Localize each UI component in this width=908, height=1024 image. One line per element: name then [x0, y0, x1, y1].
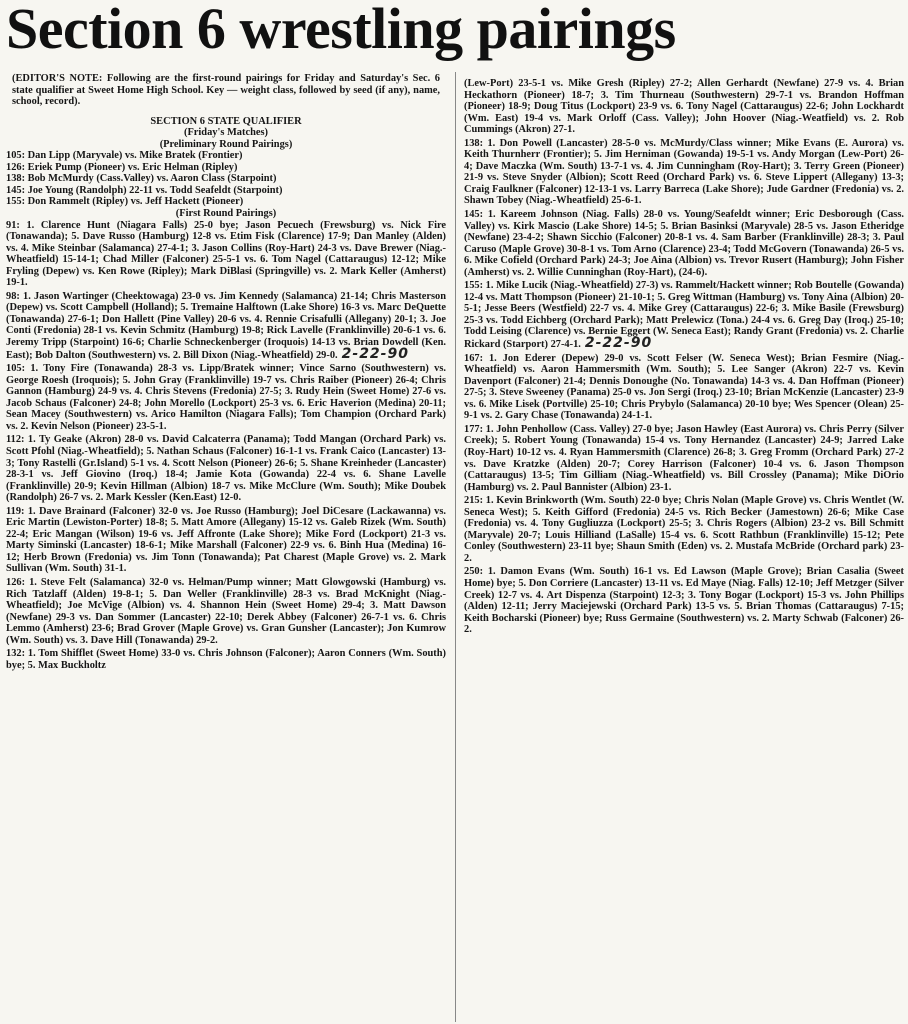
weight-class: 105:	[6, 363, 26, 375]
pairing-paragraph	[6, 150, 446, 162]
handwritten-date: 2-22-90	[341, 345, 409, 362]
pairing-paragraph	[6, 363, 446, 432]
weight-class: 250:	[464, 566, 484, 578]
pairing-text: 1. John Penhollow (Cass. Valley) 27-0 bye; Jason Hawley (East Aurora) vs. Chris Perry (Silver Creek); 5. Robert Young (Tonawanda) 15-4 vs. Tony Hernandez (Lancaster) 24-9; Jarred Lake (Roy-Hart) 10-12 vs. 4. Ryan Hammersmith (Clarence) 26-8; 3. Greg Fromm (Orchard Park) 27-2 vs. Dave Kratzke (Alden) 20-7; Corey Harrison (Falconer) 10-4 vs. 6. Jason Thompson (Cattaraugus) 13-5; Tim Gilliam (Niag.-Wheatfield) vs. Bill Crossley (Panama); Mike DiOrio (Hamburg) vs. 2. Paul Bannister (Albion) 23-1.	[464, 423, 904, 493]
weight-class: 145:	[6, 184, 26, 196]
pairing-paragraph	[464, 495, 904, 564]
pairing-text: 1. Steve Felt (Salamanca) 32-0 vs. Helman/Pump winner; Matt Glowgowski (Hamburg) vs. Rich Tatzlaff (Alden) 19-8-1; 5. Dan Weller (Franklinville) 28-3 vs. Brad McKnight (Niag.-Wheatfield); Joe McVige (Albion) vs. 4. Shannon Hein (Sweet Home) 29-4; 3. Matt Dawson (Newfane) 29-3 vs. Dan Sommer (Lancaster) 22-10; Derek Abbey (Falconer) 26-7-1 vs. 6. Chris Lemmo (Amherst) 23-6; Brad Grover (Maple Grove) vs. Gran Gunsher (Lancaster); Jon Kumrow (Wm. South) vs. 3. Dave Hill (Tonawanda) 29-2.	[6, 576, 446, 646]
weight-class: 167:	[464, 352, 484, 364]
friday-heading: (Friday's Matches)	[184, 127, 268, 139]
pairing-text: 1. Jason Wartinger (Cheektowaga) 23-0 vs. Jim Kennedy (Salamanca) 21-14; Chris Masterson (Depew) vs. Scott Campbell (Holland); 5. Tremaine Halftown (Lake Shore) 16-3 vs. Marc DeQuette (Tonawanda) 27-6-1; Don Hallett (Pine Valley) 20-6 vs. 4. Rennie Crisafulli (Allegany) 20-1; 3. Joe Conti (Fredonia) 28-1 vs. Kevin Schmitz (Hamburg) 19-8; Rick Lavelle (Franklinville) 20-6-1 vs. 6. Jeremy Tripp (Starpoint) 16-6; Charlie Schneckenberger (Iroquois) 14-13 vs. Brian Dowdell (Ken. East); Bob Dalton (Southwestern) vs. 2. Bill Dixon (Niag.-Wheatfield) 29-0.	[6, 290, 446, 361]
pairing-text: (Lew-Port) 23-5-1 vs. Mike Gresh (Ripley) 27-2; Allen Gerhardt (Newfane) 27-9 vs. 4. Brian Heckathorn (Pioneer) 18-7; 3. Tim Thurneau (Southwestern) 29-7-1 vs. Brandon Hoffman (Pioneer) 18-9; Doug Titus (Lockport) 23-9 vs. 6. Tony Nagel (Cattaraugus) 22-6; John Lockhardt (Wm. East) 19-4 vs. Mark Orloff (Cass. Valley); John Hoover (Niag.-Weatfield) vs. 2. Rob Cummings (Akron) 27-1.	[464, 78, 904, 136]
pairing-text: 1. Mike Lucik (Niag.-Wheatfield) 27-3) vs. Rammelt/Hackett winner; Rob Boutelle (Gowanda) 12-4 vs. Matt Thompson (Pioneer) 21-10-1; 5. Greg Wittman (Hamburg) vs. Tony Aina (Albion) 20-5-1; Jesse Beers (Westfield) 22-7 vs. 4. Mike Grey (Cattaraugus) 22-6; 3. Mike Basile (Frewsburg) 25-3 vs. Todd Eichberg (Orchard Park); Matt Prelewicz (Tona.) 24-4 vs. 6. Greg Day (Iroq.) 25-10; Todd Leising (Clarence) vs. Bernie Eggert (W. Seneca East); Randy Grant (Fredonia) vs. 2. Charlie Rickard (Starport) 27-4-1.	[464, 280, 904, 351]
weight-class: 155:	[6, 196, 26, 208]
pairing-paragraph	[6, 196, 446, 208]
pairing-paragraph	[464, 424, 904, 493]
pairing-paragraph	[464, 78, 904, 136]
weight-class: 177:	[464, 423, 484, 435]
pairing-paragraph	[6, 185, 446, 197]
pairing-text: 1. Damon Evans (Wm. South) 16-1 vs. Ed Lawson (Maple Grove); Brian Casalia (Sweet Home) bye; 5. Don Corriere (Lancaster) 13-11 vs. Ed Maye (Niag. Falls) 12-10; Jeff Metzger (Silver Creek) 12-7 vs. 4. Art Dispenza (Starpoint) 12-3; 3. Tony Bogar (Lockport) 15-3 vs. John Phillips (Alden) 12-11; Jerry Maciejewski (Orchard Park) 13-5 vs. 5. Brian Thomas (Cattaraugus) 7-15; Keith Bocharski (Pioneer) bye; Russ Germaine (Southwestern) vs. 2. Marty Schwab (Falconer) 26-2.	[464, 566, 904, 636]
pairing-paragraph	[464, 566, 904, 635]
pairing-paragraph	[6, 162, 446, 174]
pairing-paragraph	[464, 209, 904, 278]
pairing-paragraph	[6, 220, 446, 289]
section-title: SECTION 6 STATE QUALIFIER	[150, 115, 302, 127]
column-divider	[455, 72, 456, 1022]
preliminary-heading: (Preliminary Round Pairings)	[159, 138, 293, 150]
pairing-paragraph	[6, 173, 446, 185]
weight-class: 138:	[464, 137, 484, 149]
weight-class: 119:	[6, 505, 25, 517]
weight-class: 138:	[6, 173, 26, 185]
pairing-paragraph	[6, 291, 446, 361]
pairing-text: Don Rammelt (Ripley) vs. Jeff Hackett (Pioneer)	[27, 196, 244, 208]
weight-class: 91:	[6, 219, 20, 231]
pairing-text: Joe Young (Randolph) 22-11 vs. Todd Seafeldt (Starpoint)	[27, 184, 283, 196]
pairing-text: 1. Kevin Brinkworth (Wm. South) 22-0 bye; Chris Nolan (Maple Grove) vs. Chris Wentlet (W. Seneca West); 5. Keith Gifford (Fredonia) 24-5 vs. Rich Becker (Jamestown) 26-6; Mike Case (Fredonia) vs. 4. Tony Gugliuzza (Lockport) 25-5; 3. Chris Rogers (Albion) 23-2 vs. Bill Schmitt (Maryvale) 20-7; Louis Hilliand (LaSalle) 15-4 vs. 6. Scott Rathbun (Franklinville) 15-12; Pete Conley (Southwestern) 23-11 bye; Shaun Smith (Eden) vs. 2. Mustafa McBride (Orchard park) 23-2.	[464, 495, 904, 564]
weight-class: 105:	[6, 150, 26, 162]
pairing-text: Bob McMurdy (Cass.Valley) vs. Aaron Class (Starpoint)	[27, 173, 277, 185]
pairing-text: 1. Jon Ederer (Depew) 29-0 vs. Scott Felser (W. Seneca West); Brian Fesmire (Niag.-Wheatfield) vs. Aaron Hammersmith (Wm. South); 5. Lee Sanger (Akron) 22-7 vs. Kevin Davenport (Falconer) 21-4; Dennis Donoughe (No. Tonawanda) 14-3 vs. 4. Dan Hoffman (Pioneer) 27-5; 3. Steve Sweeney (Panama) 25-0 vs. Jon Sergi (Iroq.) 23-10; Brian McKenzie (Lancaster) 23-9 vs. 6. Mike Lisek (Portville) 25-10; Chris Prybylo (Salamanca) 20-10 bye; Wes Spencer (Olean) 25-9-1 vs. 2. Gary Chase (Tonawanda) 24-1-1.	[464, 352, 904, 422]
handwritten-date: 2-22-90	[584, 335, 653, 352]
left-pairings	[6, 220, 446, 672]
pairing-paragraph	[464, 280, 904, 350]
pairing-paragraph	[464, 138, 904, 207]
weight-class: 132:	[6, 648, 26, 660]
pairing-text: 1. Tony Fire (Tonawanda) 28-3 vs. Lipp/Bratek winner; Vince Sarno (Southwestern) vs. George Roesh (Iroquois); 5. John Gray (Franklinville) 19-7 vs. Chris Raiber (Pioneer) 26-4; Chris Gannon (Hamburg) 24-9 vs. 4. Chris Stevens (Fredonia) 27-5; 3. Rudy Hein (Sweet Home) 27-6 vs. Jacob Schaus (Falconer) 24-8; John Morello (Lockport) 25-3 vs. 6. Eric Haverion (Medina) 20-11; Sean Macey (Southwestern) vs. Arico Hamilton (Niagara Falls); Tom Champion (Orchard Park) vs. 2. Kevin Nelson (Pioneer) 23-5-1.	[6, 363, 446, 432]
pairing-text: 1. Dave Brainard (Falconer) 32-0 vs. Joe Russo (Hamburg); Joel DiCesare (Lackawanna) vs. Eric Martin (Lewiston-Porter) 18-8; 5. Matt Amore (Allegany) 15-12 vs. Galeb Rizek (Wm. South) 22-4; Eric Mangan (Wilson) 19-6 vs. Jeff Affronte (Lake Shore); Mike Ford (Lockport) 21-3 vs. Marty Siminski (Lancaster) 18-6-1; Mike Marshall (Falconer) 22-9 vs. 6. Binh Hua (Medina) 16-12; Herb Brown (Fredonia) vs. Jim Tonn (Tonawanda); Pat Charest (Maple Grove) vs. 2. Mark Sullivan (Wm. South) 31-1.	[6, 505, 446, 575]
weight-class: 126:	[6, 161, 26, 173]
pairing-text: 1. Clarence Hunt (Niagara Falls) 25-0 bye; Jason Pecuech (Frewsburg) vs. Nick Fire (Tonawanda); 5. Dave Russo (Hamburg) 12-8 vs. Etim Fisk (Clarence) 17-9; Dan Manley (Alden) vs. 4. Mike Steinbar (Salamanca) 27-4-1; 3. Jason Collins (Roy-Hart) 24-3 vs. Dave Brewer (Niag.-Wheatfield) 15-14-1; Chad Miller (Falconer) 25-5-1 vs. 6. Tom Nagel (Cattaraugus) 12-12; Mike Fryling (Depew) vs. Ken Rowe (Ripley); Mark DiBlasi (Springville) vs. 2. Mark Keller (Amherst) 19-1.	[6, 219, 446, 289]
weight-class: 215:	[464, 495, 484, 507]
pairing-paragraph	[6, 434, 446, 503]
pairing-text: Dan Lipp (Maryvale) vs. Mike Bratek (Frontier)	[27, 150, 243, 162]
pairing-paragraph	[6, 648, 446, 671]
right-column	[464, 78, 904, 1020]
pairing-paragraph	[6, 577, 446, 646]
preliminary-list	[6, 150, 446, 208]
pairing-text: 1. Kareem Johnson (Niag. Falls) 28-0 vs. Young/Seafeldt winner; Eric Desborough (Cass. Valley) vs. Kirk Mascio (Lake Shore) 14-5; 5. Brian Basinksi (Maryvale) 28-5 vs. Jason Etheridge (Newfane) 23-4-2; Shawn Sicchio (Falconer) 20-8-1 vs. 4. Sam Barber (Franklinville) 28-3; 3. Paul Caruso (Maple Grove) 30-8-1 vs. Tom Arno (Clarence) 23-4; Todd McGovern (Tonawanda) 26-5 vs. 6. Mike Cofield (Orchard Park) 24-3; Joe Aina (Albion) vs. Trevor Rusert (Hamburg); John Fisher (Amherst) vs. 2. Willie Cunninghan (Roy-Hart), (24-6).	[464, 209, 904, 278]
pairing-text: 1. Ty Geake (Akron) 28-0 vs. David Calcaterra (Panama); Todd Mangan (Orchard Park) vs. Scott Pfohl (Niag.-Wheatfield); 5. Nathan Schaus (Falconer) 16-1-1 vs. Frank Caico (Lancaster) 13-3; Tony Rastelli (Gr.Island) 5-1 vs. 4. Scott Nelson (Pioneer) 26-6; 5. Shane Kreinheder (Lancaster) 28-3-1 vs. Jeff Giovino (Iroq.) 18-4; Jamie Kota (Gowanda) 22-4 vs. 6. Shane Lavelle (Franklinville) 20-9; Kevin Hillman (Albion) 18-7 vs. Mike McClure (Wm. South); Mike Doubek (Randolph) 26-7 vs. 2. Mark Kessler (Ken.East) 12-0.	[6, 434, 446, 504]
pairing-paragraph	[464, 353, 904, 422]
pairing-text: 1. Tom Shifflet (Sweet Home) 33-0 vs. Chris Johnson (Falconer); Aaron Conners (Wm. South) bye; 5. Max Buckholtz	[6, 648, 446, 671]
pairing-text: Eriek Pump (Pioneer) vs. Eric Helman (Ripley)	[27, 161, 238, 173]
pairing-text: 1. Don Powell (Lancaster) 28-5-0 vs. McMurdy/Class winner; Mike Evans (E. Aurora) vs. Keith Thurnherr (Frontier); 5. Jim Herniman (Gowanda) 19-5-1 vs. Andy Morgan (Lew-Port) 26-4; Dave Maczka (Wm. South) 13-7-1 vs. 4. Jim Cunningham (Roy-Hart); 3. Terry Green (Pioneer) 21-9 vs. Steve Snyder (Albion); Scott Reed (Orchard Park) vs. 6. Steve Lippert (Allegany) 13-3; Craig Faulkner (Falconer) 12-13-1 vs. Larry Barreca (Lake Shore); Jude Gardner (Fredonia) vs. 2. Shawn Tobey (Niag.-Wheatfield) 25-6-1.	[464, 137, 904, 207]
first-round-heading: (First Round Pairings)	[175, 208, 277, 220]
weight-class: 145:	[464, 209, 484, 221]
weight-class: 98:	[6, 290, 20, 302]
left-column	[6, 73, 446, 1021]
pairing-paragraph	[6, 506, 446, 575]
right-pairings	[464, 78, 904, 636]
weight-class: 155:	[464, 280, 484, 292]
weight-class: 112:	[6, 434, 25, 446]
weight-class: 126:	[6, 576, 26, 588]
headline: Section 6 wrestling pairings	[6, 0, 676, 61]
editors-note: (EDITOR'S NOTE: Following are the first-round pairings for Friday and Saturday's Sec. 6 state qualifier at Sweet Home High School. Key — weight class, followed by seed (if any), name, school, record).	[12, 73, 440, 108]
